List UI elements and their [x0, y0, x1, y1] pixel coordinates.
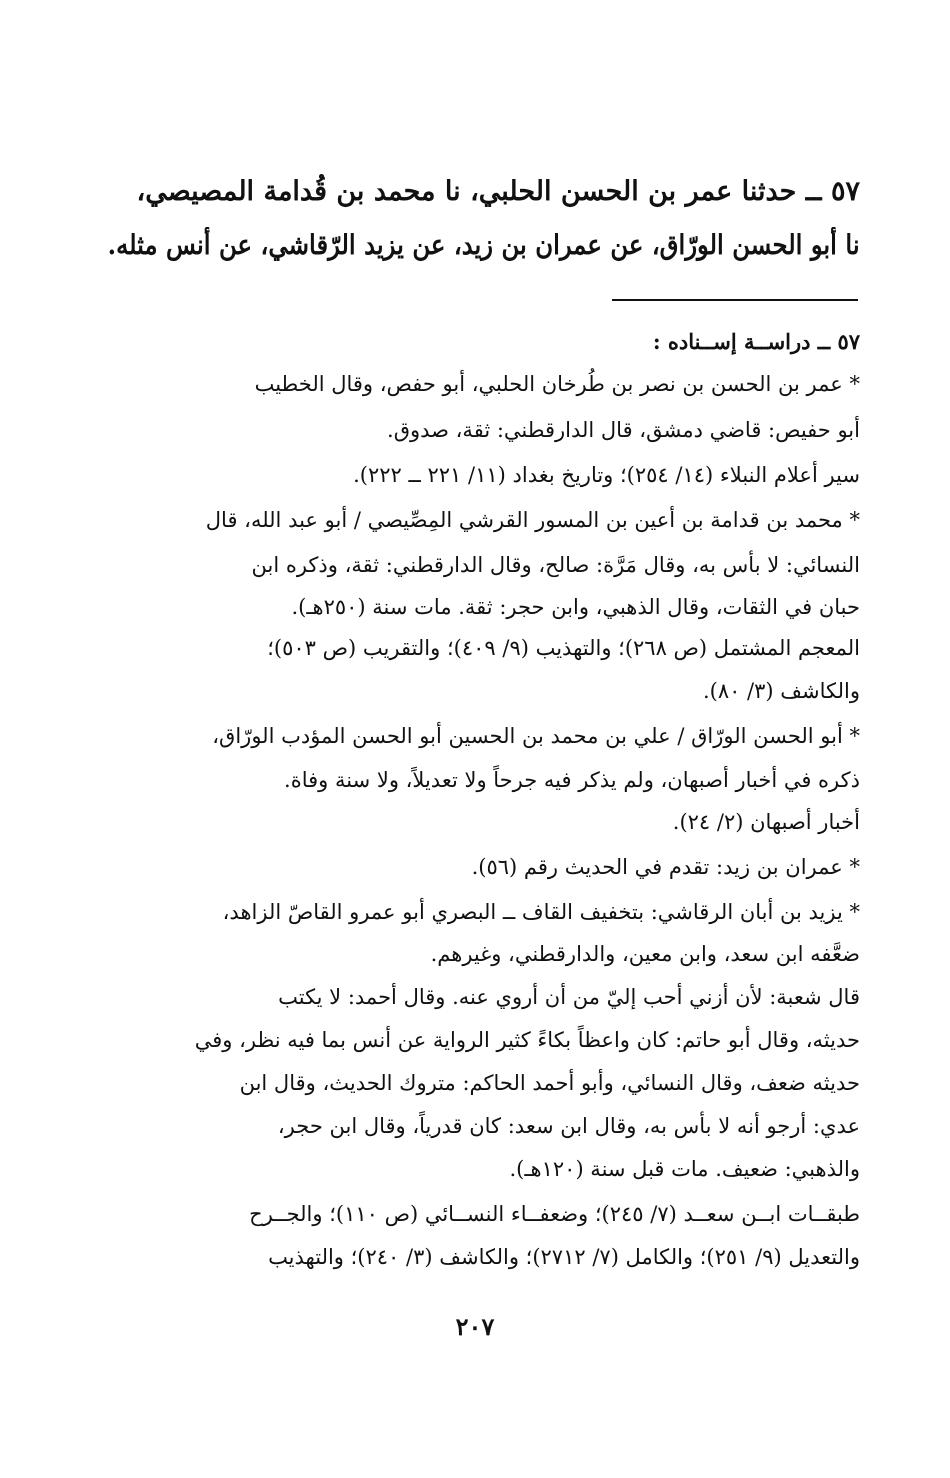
footnote-line: النسائي: لا بأس به، وقال مَرَّة: صالح، وقال الدارقطني: ثقة، وذكره ابن [251, 553, 860, 577]
footnote-line: ضعَّفه ابن سعد، وابن معين، والدارقطني، وغيرهم. [430, 942, 860, 966]
footnote-line: عدي: أرجو أنه لا بأس به، وقال ابن سعد: كان قدرياً، وقال ابن حجر، [277, 1114, 860, 1138]
hadith-line: ٥٧ ــ حدثنا عمر بن الحسن الحلبي، نا محمد بن قُدامة المصيصي، [136, 176, 860, 207]
footnote-line: والذهبي: ضعيف. مات قبل سنة (١٢٠هـ). [509, 1157, 860, 1181]
hadith-line: نا أبو الحسن الورّاق، عن عمران بن زيد، عن يزيد الرّقاشي، عن أنس مثله. [108, 230, 860, 261]
footnote-line: المعجم المشتمل (ص ٢٦٨)؛ والتهذيب (٩/ ٤٠٩)؛ والتقريب (ص ٥٠٣)؛ [267, 636, 860, 660]
footnote-line: أبو حفيص: قاضي دمشق، قال الدارقطني: ثقة، صدوق. [387, 418, 860, 442]
footnote-line: * عمران بن زيد: تقدم في الحديث رقم (٥٦). [471, 855, 860, 879]
footnote-line: حبان في الثقات، وقال الذهبي، وابن حجر: ثقة. مات سنة (٢٥٠هـ). [291, 595, 860, 619]
footnote-line: * أبو الحسن الورّاق / علي بن محمد بن الحسين أبو الحسن المؤدب الورّاق، [212, 724, 860, 748]
footnote-line: ذكره في أخبار أصبهان، ولم يذكر فيه جرحاً ولا تعديلاً، ولا سنة وفاة. [284, 768, 860, 792]
footnote-line: أخبار أصبهان (٢/ ٢٤). [672, 810, 860, 834]
footnote-divider [612, 299, 858, 301]
footnote-line: قال شعبة: لأن أزني أحب إليّ من أن أروي عنه. وقال أحمد: لا يكتب [278, 985, 860, 1009]
footnote-line: * محمد بن قدامة بن أعين بن المسور القرشي المِصِّيصي / أبو عبد الله، قال [205, 508, 860, 532]
footnote-line: طبقــات ابــن سعــد (٧/ ٢٤٥)؛ وضعفــاء النســائي (ص ١١٠)؛ والجــرح [249, 1202, 860, 1226]
footnote-line: والكاشف (٣/ ٨٠). [702, 679, 860, 703]
footnote-line: * يزيد بن أبان الرقاشي: بتخفيف القاف ــ البصري أبو عمرو القاصّ الزاهد، [222, 900, 860, 924]
footnote-line: * عمر بن الحسن بن نصر بن طُرخان الحلبي، أبو حفص، وقال الخطيب [254, 372, 860, 396]
footnote-line: حديثه، وقال أبو حاتم: كان واعظاً بكاءً كثير الرواية عن أنس بما فيه نظر، وفي [194, 1028, 860, 1052]
footnote-heading: ٥٧ ــ دراســة إســناده : [652, 329, 860, 354]
footnote-line: حديثه ضعف، وقال النسائي، وأبو أحمد الحاكم: متروك الحديث، وقال ابن [239, 1071, 860, 1095]
footnote-line: سير أعلام النبلاء (١٤/ ٢٥٤)؛ وتاريخ بغداد (١١/ ٢٢١ ــ ٢٢٢). [353, 463, 860, 487]
footnote-line: والتعديل (٩/ ٢٥١)؛ والكامل (٧/ ٢٧١٢)؛ والكاشف (٣/ ٢٤٠)؛ والتهذيب [268, 1245, 860, 1269]
page-number: ٢٠٧ [455, 1312, 495, 1341]
